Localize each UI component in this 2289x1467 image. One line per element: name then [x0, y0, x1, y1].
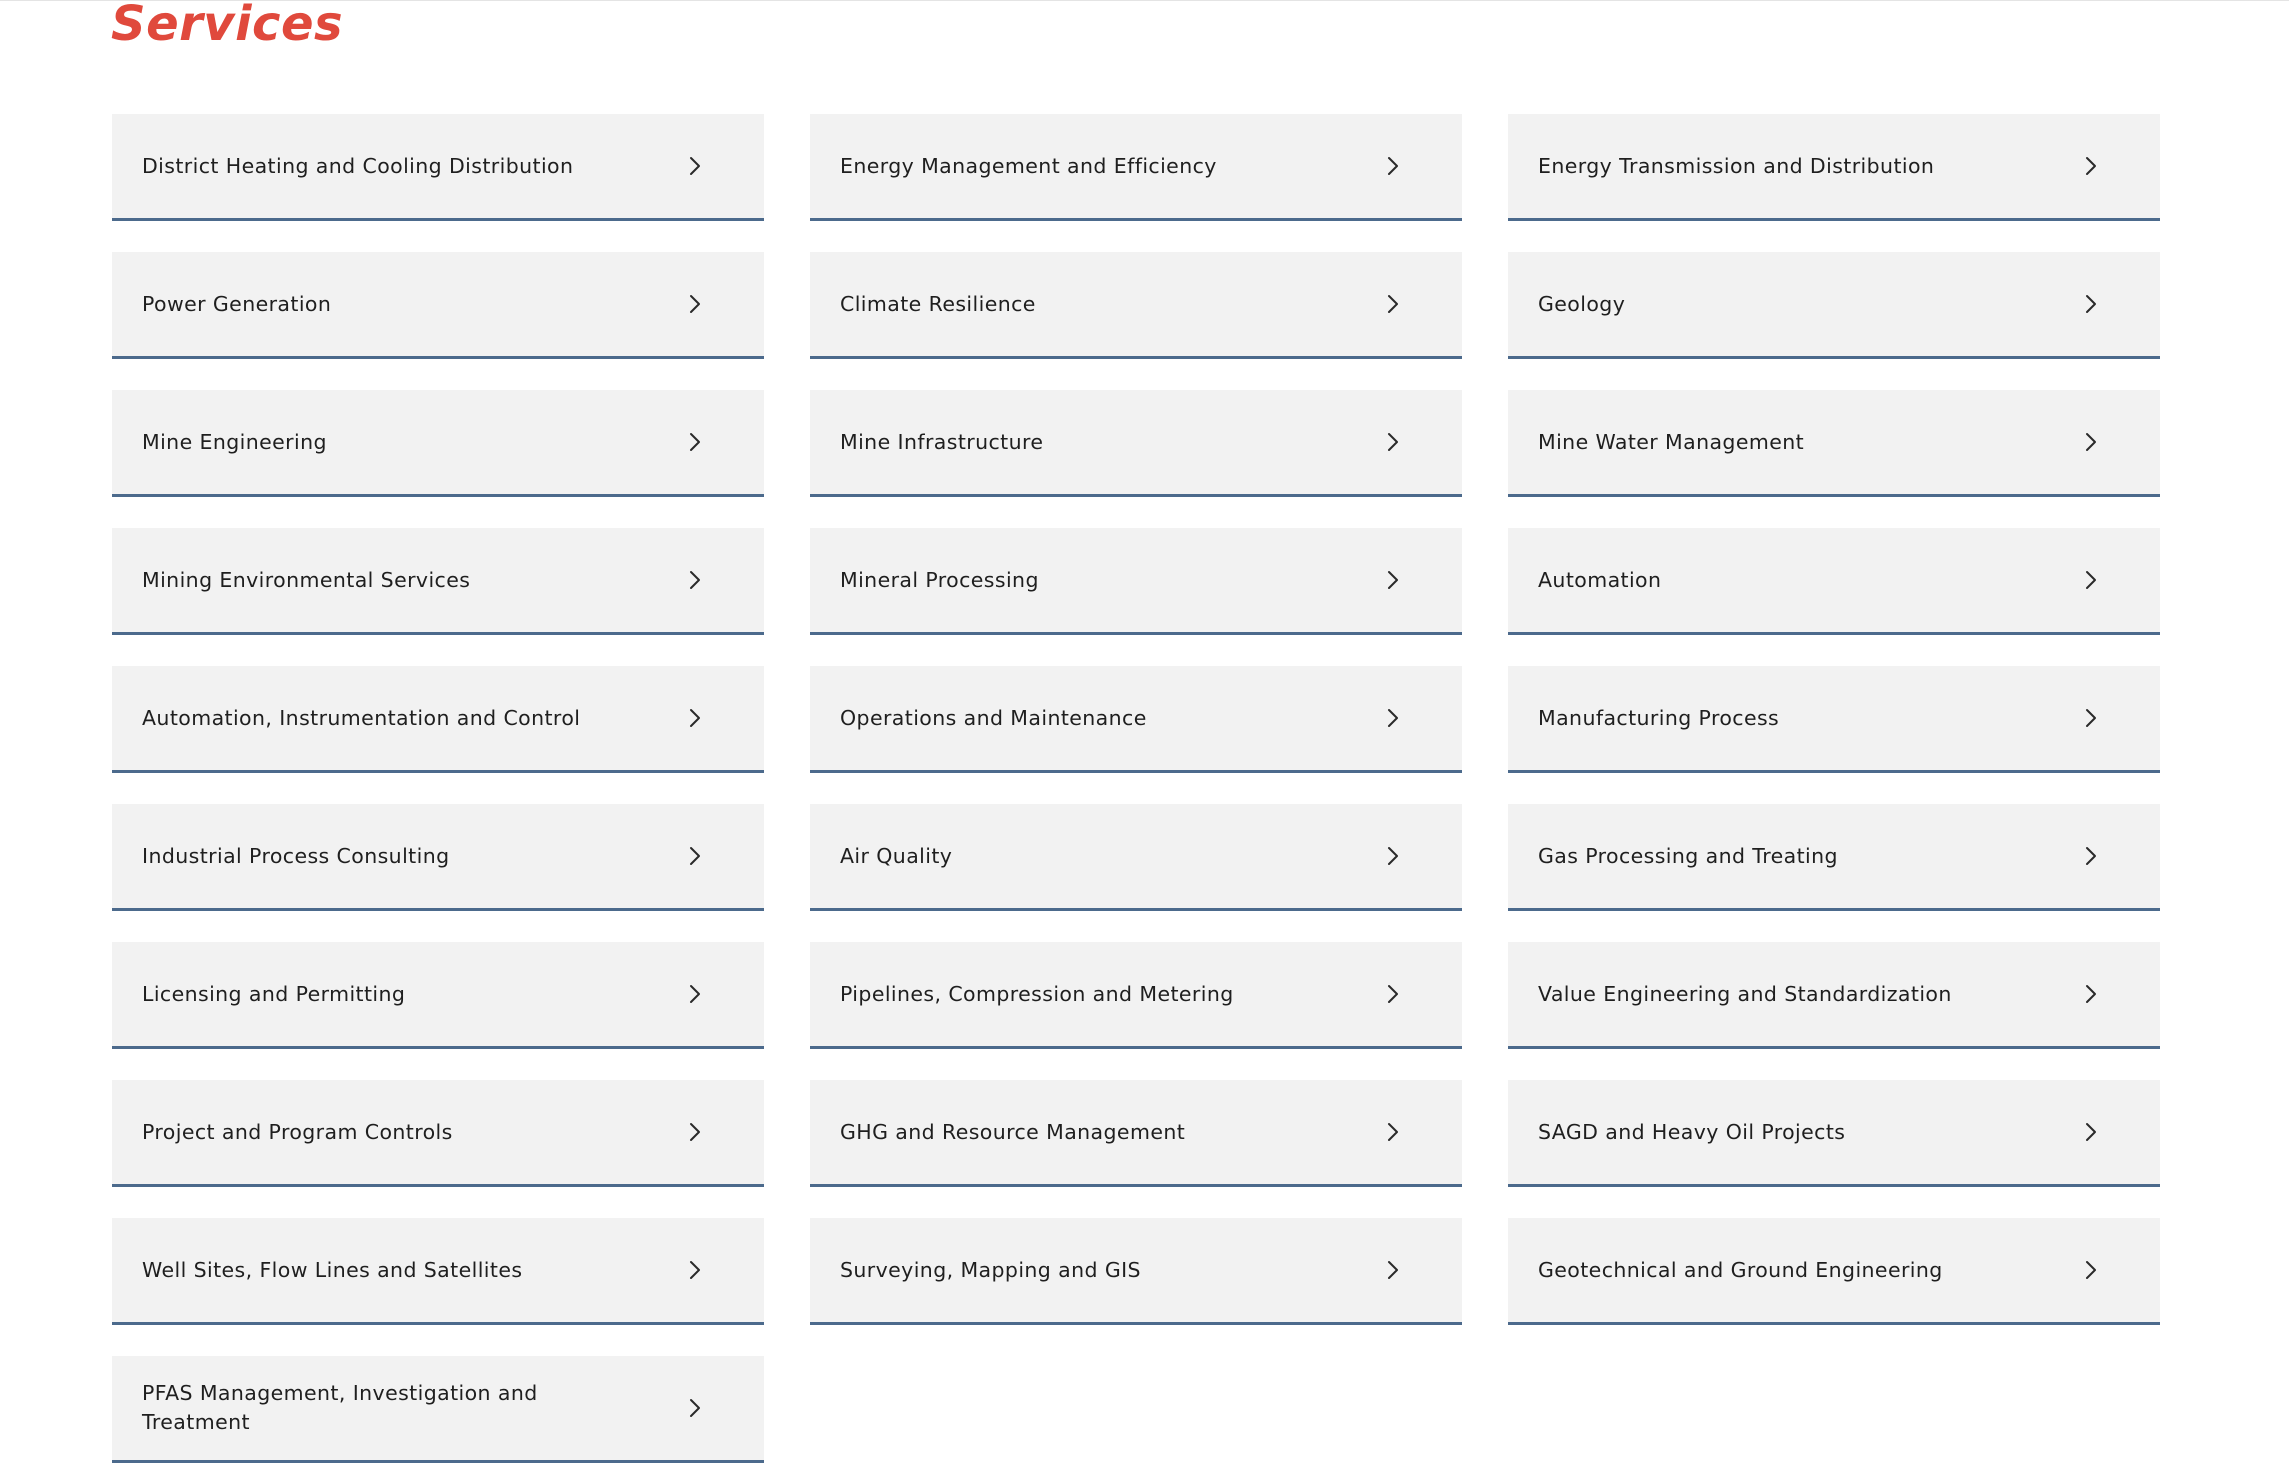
service-card-label: Surveying, Mapping and GIS	[840, 1257, 1141, 1282]
service-card-label: Air Quality	[840, 843, 953, 868]
chevron-right-icon	[2080, 1259, 2102, 1281]
service-card-label: GHG and Resource Management	[840, 1119, 1186, 1144]
chevron-right-icon	[684, 1121, 706, 1143]
service-card[interactable]	[810, 114, 1462, 221]
service-card[interactable]	[1508, 390, 2160, 497]
service-card[interactable]	[112, 114, 764, 221]
services-grid	[112, 114, 2160, 1463]
chevron-right-icon	[2080, 983, 2102, 1005]
service-card-label: Gas Processing and Treating	[1538, 843, 1838, 868]
chevron-right-icon	[1382, 155, 1404, 177]
service-card-label: Mining Environmental Services	[142, 567, 471, 592]
service-card-label: Mine Infrastructure	[840, 429, 1044, 454]
service-card[interactable]	[810, 942, 1462, 1049]
chevron-right-icon	[684, 845, 706, 867]
service-card-label: Climate Resilience	[840, 291, 1036, 316]
chevron-right-icon	[1382, 983, 1404, 1005]
chevron-right-icon	[684, 431, 706, 453]
service-card[interactable]	[1508, 804, 2160, 911]
chevron-right-icon	[684, 293, 706, 315]
service-card-label: PFAS Management, Investigation and Treatment	[142, 1381, 538, 1434]
service-card[interactable]	[1508, 114, 2160, 221]
service-card[interactable]	[112, 528, 764, 635]
top-divider	[0, 0, 2289, 1]
service-card-label: Operations and Maintenance	[840, 705, 1147, 730]
chevron-right-icon	[2080, 845, 2102, 867]
service-card-label: Mine Engineering	[142, 429, 327, 454]
service-card-label: Power Generation	[142, 291, 332, 316]
service-card-label: Automation, Instrumentation and Control	[142, 705, 581, 730]
service-card[interactable]	[112, 1080, 764, 1187]
chevron-right-icon	[2080, 1121, 2102, 1143]
service-card-label: SAGD and Heavy Oil Projects	[1538, 1119, 1846, 1144]
page-title: Services	[111, 0, 344, 52]
chevron-right-icon	[684, 707, 706, 729]
chevron-right-icon	[684, 1259, 706, 1281]
chevron-right-icon	[684, 569, 706, 591]
service-card-label: District Heating and Cooling Distribution	[142, 153, 574, 178]
chevron-right-icon	[1382, 293, 1404, 315]
chevron-right-icon	[2080, 431, 2102, 453]
service-card[interactable]	[810, 252, 1462, 359]
service-card[interactable]	[810, 1218, 1462, 1325]
service-card[interactable]	[112, 252, 764, 359]
service-card[interactable]	[112, 666, 764, 773]
service-card-label: Automation	[1538, 567, 1662, 592]
chevron-right-icon	[684, 1397, 706, 1419]
service-card[interactable]	[1508, 666, 2160, 773]
service-card-label: Value Engineering and Standardization	[1538, 981, 1952, 1006]
service-card[interactable]	[112, 390, 764, 497]
chevron-right-icon	[2080, 707, 2102, 729]
service-card[interactable]	[810, 666, 1462, 773]
chevron-right-icon	[2080, 293, 2102, 315]
service-card[interactable]	[810, 804, 1462, 911]
service-card-label: Pipelines, Compression and Metering	[840, 981, 1234, 1006]
service-card[interactable]	[112, 804, 764, 911]
chevron-right-icon	[684, 155, 706, 177]
chevron-right-icon	[1382, 569, 1404, 591]
chevron-right-icon	[2080, 155, 2102, 177]
chevron-right-icon	[1382, 845, 1404, 867]
service-card[interactable]	[1508, 1218, 2160, 1325]
chevron-right-icon	[684, 983, 706, 1005]
service-card-label: Manufacturing Process	[1538, 705, 1780, 730]
service-card[interactable]	[1508, 942, 2160, 1049]
service-card[interactable]	[810, 390, 1462, 497]
service-card-label: Geotechnical and Ground Engineering	[1538, 1257, 1943, 1282]
service-card-label: Mine Water Management	[1538, 429, 1805, 454]
chevron-right-icon	[1382, 707, 1404, 729]
service-card[interactable]	[810, 1080, 1462, 1187]
service-card-label: Well Sites, Flow Lines and Satellites	[142, 1257, 523, 1282]
service-card-label: Geology	[1538, 291, 1626, 316]
chevron-right-icon	[2080, 569, 2102, 591]
service-card-label: Licensing and Permitting	[142, 981, 406, 1006]
chevron-right-icon	[1382, 1259, 1404, 1281]
service-card-label: Project and Program Controls	[142, 1119, 453, 1144]
service-card[interactable]	[112, 1356, 764, 1463]
service-card-label: Industrial Process Consulting	[142, 843, 450, 868]
service-card[interactable]	[1508, 528, 2160, 635]
service-card[interactable]	[112, 1218, 764, 1325]
chevron-right-icon	[1382, 431, 1404, 453]
chevron-right-icon	[1382, 1121, 1404, 1143]
service-card[interactable]	[810, 528, 1462, 635]
service-card-label: Mineral Processing	[840, 567, 1039, 592]
service-card[interactable]	[1508, 252, 2160, 359]
service-card[interactable]	[112, 942, 764, 1049]
service-card-label: Energy Transmission and Distribution	[1538, 153, 1935, 178]
service-card-label: Energy Management and Efficiency	[840, 153, 1217, 178]
service-card[interactable]	[1508, 1080, 2160, 1187]
